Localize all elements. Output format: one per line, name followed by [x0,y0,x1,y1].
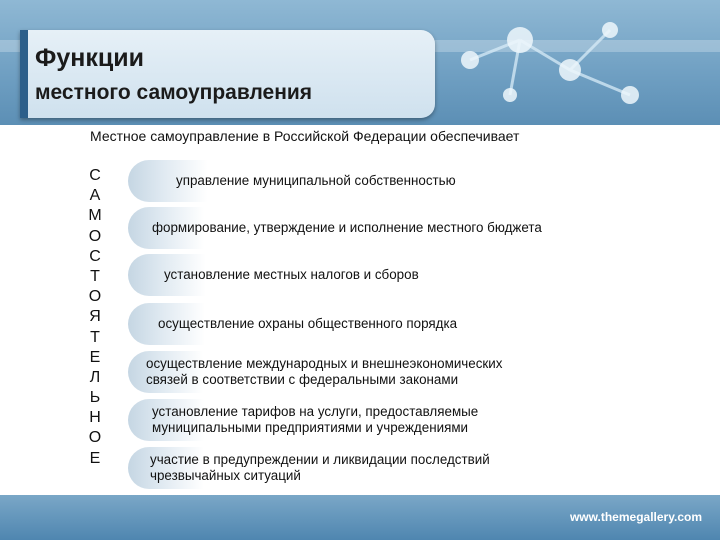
function-item [128,303,678,345]
vertical-letter: Е [89,348,101,366]
footer-url[interactable]: www.themegallery.com [569,510,702,524]
vertical-letter: Н [89,409,101,427]
slide-title-line2: местного самоуправления [35,81,313,104]
function-item-text: установление тарифов на услуги, предоставляемые муниципальными предприятиями и учреждениями [152,404,479,435]
function-item-text: участие в предупреждении и ликвидации последствий чрезвычайных ситуаций [150,452,490,483]
vertical-letter: А [89,187,101,205]
vertical-letter: Ь [89,389,101,407]
slide-title: Функции [35,44,144,72]
vertical-letter: С [89,247,101,265]
function-item [128,399,672,441]
vertical-letter: Я [89,308,101,326]
vertical-letter: Е [89,449,101,467]
molecule-graphic [400,0,720,125]
function-item [128,254,684,296]
vertical-letter: Т [90,328,100,346]
function-item-text: управление муниципальной собственностью [176,173,456,188]
vertical-word [84,166,106,469]
slide-subtitle: Местное самоуправление в Российской Федерации обеспечивает [90,128,520,144]
vertical-letter: О [88,288,102,306]
vertical-letter: О [88,429,102,447]
vertical-letter: М [88,207,102,225]
vertical-letter: С [89,167,101,184]
vertical-letter: Т [90,267,100,285]
function-item-text: формирование, утверждение и исполнение местного бюджета [152,220,542,235]
vertical-letter: Л [89,368,101,386]
function-item [128,447,670,489]
title-panel-edge [20,30,28,118]
function-item-text: осуществление международных и внешнеэкономических связей в соответствии с федеральными законами [146,356,503,387]
function-item [128,160,696,202]
function-item [128,351,666,393]
function-item [128,207,672,249]
function-item-text: установление местных налогов и сборов [164,267,419,282]
vertical-letter: О [88,227,102,245]
function-item-text: осуществление охраны общественного порядка [158,316,458,331]
